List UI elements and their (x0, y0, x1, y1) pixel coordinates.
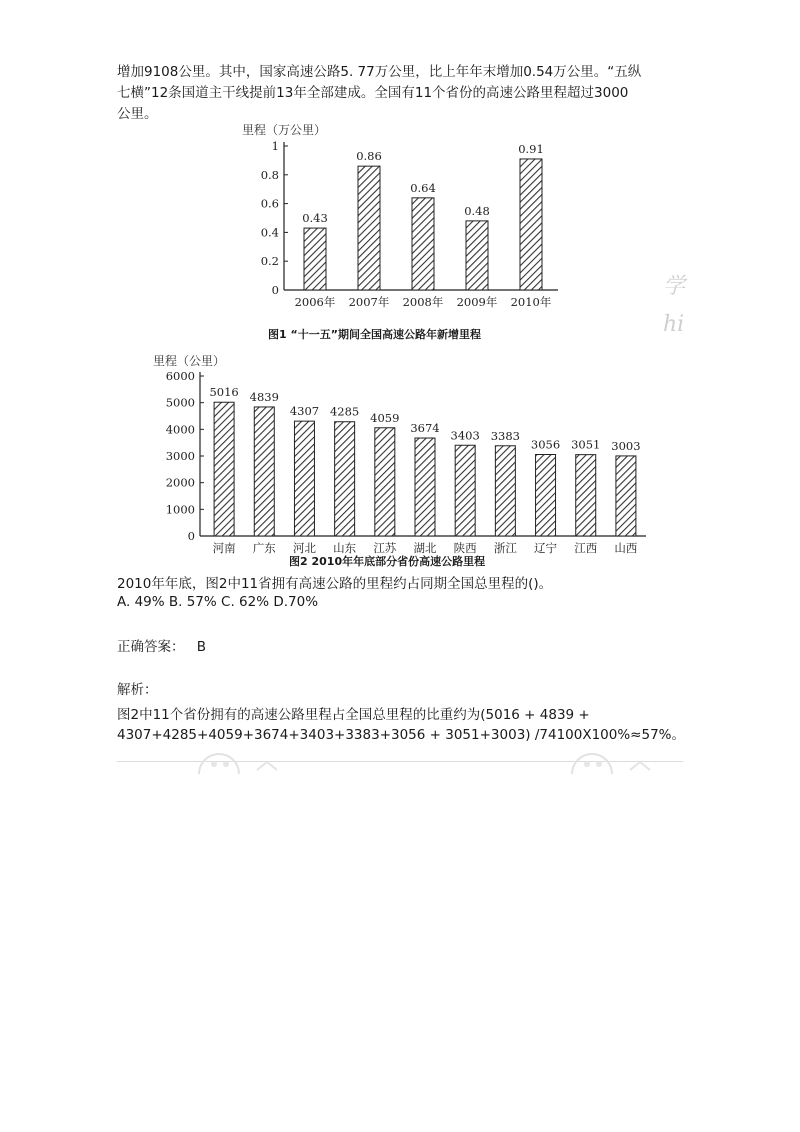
chart2-category-label: 河北 (292, 541, 316, 555)
chart1-bar (358, 166, 380, 290)
chart2-y-tick-label: 0 (187, 529, 195, 543)
chart2 (150, 367, 650, 557)
chart2-y-tick-label: 4000 (165, 422, 195, 437)
chart2-category-label: 河南 (212, 541, 236, 555)
chart2-bar (254, 407, 274, 536)
chart2-data-label: 4839 (249, 389, 279, 404)
chart2-y-tick-label: 1000 (165, 502, 195, 517)
analysis-label: 解析： (117, 682, 158, 698)
intro-paragraph (117, 62, 687, 125)
chart2-data-label: 3674 (410, 421, 440, 436)
chart2-category-label: 山西 (614, 541, 638, 555)
watermark-text: 学 hi (663, 274, 686, 337)
chart2-y-tick-label: 6000 (165, 369, 195, 383)
chart1-bar (520, 159, 542, 290)
chart1-category-label: 2006年 (294, 295, 336, 309)
chart2-y-tick-label: 2000 (165, 475, 195, 490)
chart2-svg (150, 367, 650, 557)
chart2-data-label: 3003 (611, 438, 641, 453)
chart2-data-label: 3056 (530, 437, 561, 452)
analysis-line-2: 4307+4285+4059+3674+3403+3383+3056 + 3051+3003) /74100X100%≈57%。 (117, 727, 685, 743)
question-options: A. 49% B. 57% C. 62% D.70% (117, 594, 319, 610)
intro-line-1: 增加9108公里。其中，国家高速公路5. 77万公里，比上年年末增加0.54万公里。“五纵 (117, 64, 642, 80)
chart2-category-label: 江西 (574, 541, 598, 555)
chart2-data-label: 4285 (329, 404, 360, 419)
chart1-y-tick-label: 1 (271, 139, 279, 153)
chart1-category-label: 2009年 (456, 295, 498, 309)
chart2-category-label: 浙江 (493, 541, 517, 555)
chart2-bar (536, 455, 556, 536)
chart2-category-label: 陕西 (453, 541, 477, 555)
intro-line-2: 七横”12条国道主干线提前13年全部建成。全国有11个省份的高速公路里程超过3000 (117, 85, 629, 101)
chart2-data-label: 3383 (490, 428, 521, 443)
chart2-data-label: 3403 (450, 428, 480, 443)
chart1-data-label: 0.86 (356, 149, 382, 164)
chart2-bar (495, 446, 515, 536)
chart1-category-label: 2010年 (510, 295, 552, 309)
chart2-bar (455, 445, 475, 536)
answer-value: B (196, 639, 207, 655)
chart1-y-tick-label: 0.2 (260, 254, 279, 269)
chart2-bar (294, 421, 314, 536)
chart2-y-tick-label: 3000 (165, 449, 195, 463)
watermark-logo-left (197, 748, 287, 774)
question-stem: 2010年年底，图2中11省拥有高速公路的里程约占同期全国总里程的()。 (117, 576, 553, 592)
chart2-category-label: 湖北 (413, 541, 437, 555)
chart1-data-label: 0.48 (464, 203, 490, 218)
chart1 (230, 138, 560, 318)
chart1-data-label: 0.43 (302, 211, 328, 226)
chart2-category-label: 江苏 (373, 541, 397, 555)
chart2-bar (576, 455, 596, 536)
answer-label: 正确答案： (117, 639, 185, 655)
chart2-bar (375, 428, 395, 536)
chart1-svg (230, 138, 560, 318)
chart1-y-tick-label: 0.8 (260, 167, 279, 182)
chart2-category-label: 山东 (333, 541, 357, 555)
chart1-bar (304, 228, 326, 290)
chart1-bar (412, 198, 434, 290)
chart2-bar (616, 456, 636, 536)
chart1-data-label: 0.91 (518, 141, 544, 156)
chart2-bar (335, 422, 355, 536)
chart1-caption: 图1 “十一五”期间全国高速公路年新增里程 (268, 328, 481, 341)
intro-line-3: 公里。 (117, 106, 158, 122)
chart2-data-label: 4307 (289, 404, 320, 419)
chart2-bar (214, 402, 234, 536)
chart1-bar (466, 221, 488, 290)
chart1-data-label: 0.64 (410, 180, 436, 195)
chart1-y-tick-label: 0.4 (260, 225, 279, 240)
watermark (663, 268, 685, 344)
chart1-y-tick-label: 0.6 (260, 196, 279, 211)
answer-row (117, 635, 206, 655)
chart2-caption: 图2 2010年年底部分省份高速公路里程 (289, 555, 486, 568)
chart2-y-tick-label: 5000 (165, 395, 195, 410)
watermark-logo-right (570, 748, 660, 774)
chart1-y-tick-label: 0 (271, 283, 279, 297)
chart2-data-label: 4059 (370, 410, 400, 425)
chart1-category-label: 2007年 (348, 295, 390, 309)
chart2-category-label: 广东 (252, 541, 276, 555)
chart2-data-label: 5016 (209, 385, 239, 400)
chart2-data-label: 3051 (571, 437, 601, 452)
chart2-ylabel: 里程（公里） (153, 354, 226, 368)
analysis-line-1: 图2中11个省份拥有的高速公路里程占全国总里程的比重约为(5016 + 4839 + (117, 707, 590, 723)
chart1-category-label: 2008年 (402, 295, 444, 309)
chart2-bar (415, 438, 435, 536)
chart2-category-label: 辽宁 (534, 541, 558, 555)
chart1-ylabel: 里程（万公里） (242, 123, 327, 137)
